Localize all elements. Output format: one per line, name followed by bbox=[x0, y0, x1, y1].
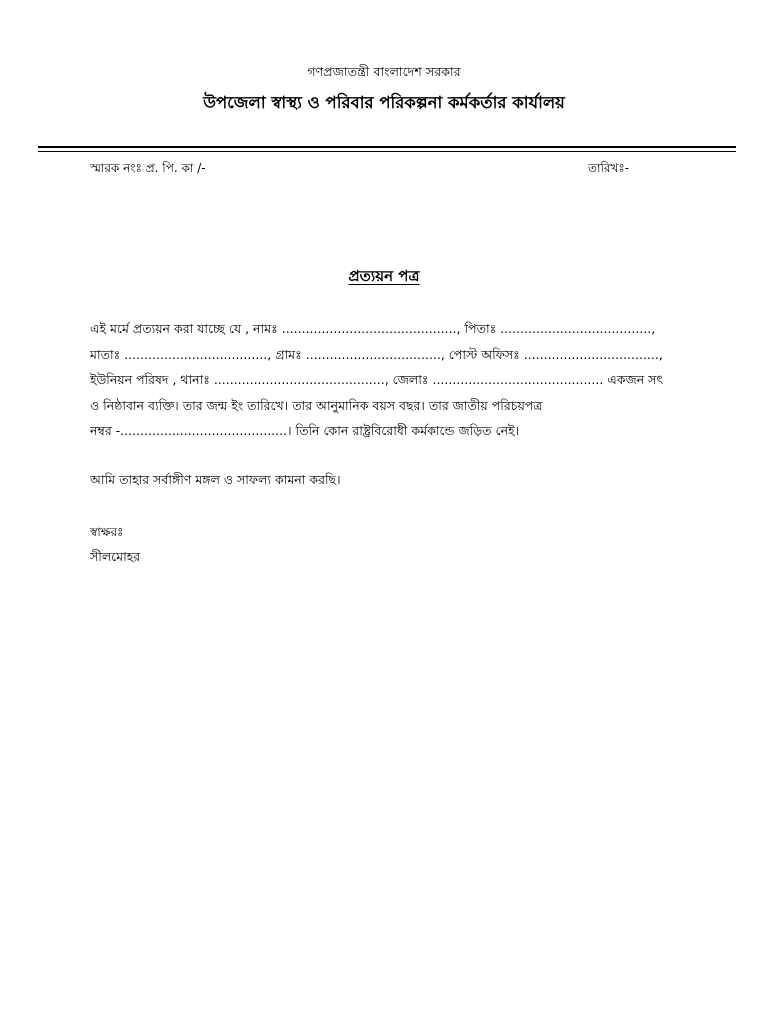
memo-date-label: তারিখঃ- bbox=[588, 161, 630, 175]
body-line: ও নিষ্ঠাবান ব্যক্তি। তার জন্ম ইং তারিখে। তার আনুমানিক বয়স বছর। তার জাতীয় পরিচয়পত্র bbox=[90, 397, 543, 413]
document-title-text: প্রত্যয়ন পত্র bbox=[348, 267, 420, 285]
government-name: গণপ্রজাতন্ত্রী বাংলাদেশ সরকার bbox=[307, 64, 461, 79]
certificate-body bbox=[90, 320, 690, 448]
body-line: এই মর্মে প্রত্যয়ন করা যাচ্ছে যে , নামঃ ............................................, পিতাঃ ......................................, bbox=[90, 321, 656, 336]
body-line: ইউনিয়ন পরিষদ , থানাঃ ..........................................., জেলাঃ ........................................... একজন সৎ bbox=[90, 372, 664, 387]
body-line: মাতাঃ ...................................., গ্রামঃ .................................., পোস্ট অফিসঃ .................................., bbox=[90, 346, 663, 362]
header-divider-thick bbox=[38, 146, 736, 148]
memo-reference: স্মারক নংঃ প্র. পি. কা /- bbox=[90, 161, 206, 175]
signature-label: স্বাক্ষরঃ bbox=[90, 525, 124, 539]
body-line: নম্বর -..........................................। তিনি কোন রাষ্ট্রবিরোধী কর্মকান্ডে জড়িত নেই। bbox=[90, 423, 520, 438]
seal-label: সীলমোহর bbox=[90, 549, 141, 564]
document-title bbox=[0, 265, 768, 290]
good-wishes-line: আমি তাহার সর্বাঙ্গীণ মঙ্গল ও সাফল্য কামনা করছি। bbox=[90, 472, 341, 487]
office-title: উপজেলা স্বাস্থ্য ও পরিবার পরিকল্পনা কর্মকর্তার কার্যালয় bbox=[203, 93, 565, 112]
header-divider-thin bbox=[38, 151, 736, 152]
